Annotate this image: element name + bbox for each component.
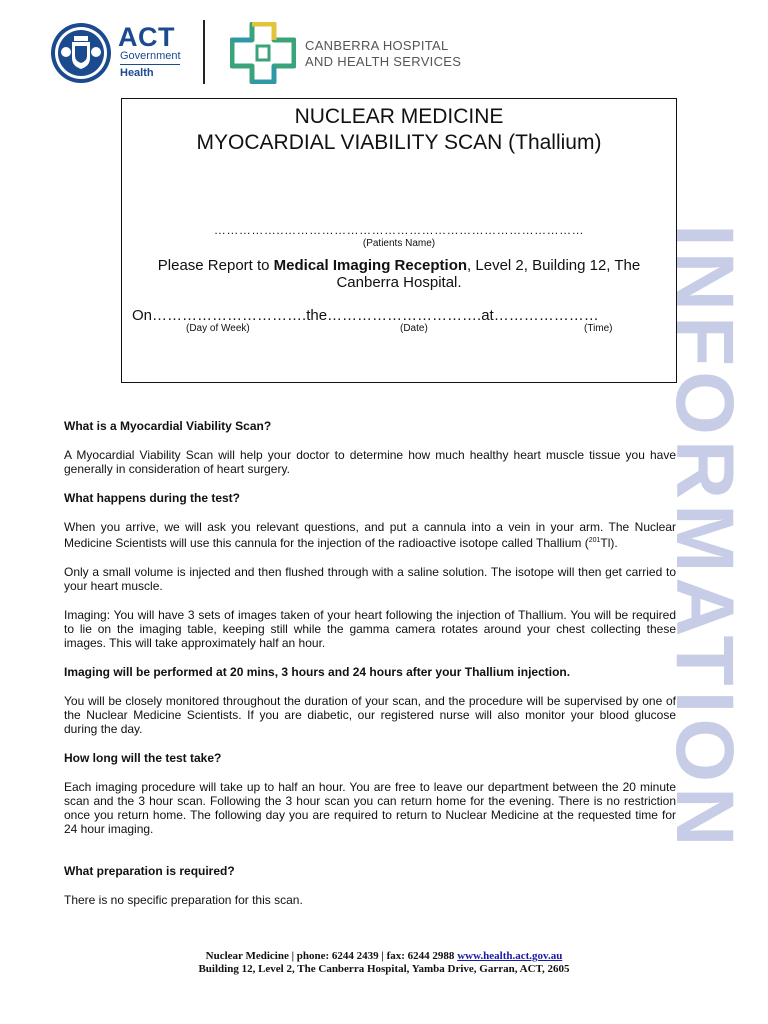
isotope-symbol: Tl).: [600, 536, 618, 550]
heading-what-happens: What happens during the test?: [64, 491, 240, 505]
footer: [0, 950, 768, 976]
appointment-box: [121, 98, 677, 383]
paragraph-scan-purpose: A Myocardial Viability Scan will help your doctor to determine how much healthy heart muscle tissue you have generally in consideration of heart surgery.: [64, 448, 676, 476]
report-prefix: Please Report to: [157, 257, 274, 274]
paragraph-preparation: There is no specific preparation for this scan.: [64, 893, 303, 907]
footer-contact-line: [0, 950, 768, 963]
footer-contact-text: Nuclear Medicine | phone: 6244 2439 | fax: 6244 2988: [205, 950, 458, 962]
time-field[interactable]: …………………: [493, 307, 599, 324]
act-health-logo: [50, 20, 180, 86]
paragraph-monitoring: You will be closely monitored throughout the duration of your scan, and the procedure will be supervised by one of the Nuclear Medicine Scientists. If you are diabetic, our registered nurse will also monitor your blood glucose during the day.: [64, 694, 676, 736]
title-nuclear-medicine: NUCLEAR MEDICINE: [294, 105, 504, 128]
at-label: at: [481, 307, 494, 324]
paragraph-imaging: Imaging: You will have 3 sets of images taken of your heart following the injection of Thallium. You will be required to lie on the imaging table, keeping still while the gamma camera rotates around your chest collecting these images. This will take approximately half an hour.: [64, 608, 676, 650]
heading-what-is-scan: What is a Myocardial Viability Scan?: [64, 419, 272, 433]
title-scan-name: MYOCARDIAL VIABILITY SCAN (Thallium): [196, 131, 602, 154]
report-suffix: , Level 2, Building 12, The: [467, 257, 641, 274]
information-watermark: INFORMATION: [659, 224, 750, 852]
date-field[interactable]: ………………………….: [327, 307, 482, 324]
imaging-schedule-note: Imaging will be performed at 20 mins, 3 hours and 24 hours after your Thallium injection.: [64, 665, 571, 679]
report-location: Medical Imaging Reception: [273, 257, 468, 274]
time-label: (Time): [584, 323, 613, 334]
date-label: (Date): [400, 323, 428, 334]
chhs-name-line1: CANBERRA HOSPITAL: [305, 38, 449, 53]
information-content: [64, 419, 676, 922]
appointment-datetime-line: [132, 307, 599, 324]
the-label: the: [306, 307, 328, 324]
day-of-week-label: (Day of Week): [186, 323, 250, 334]
isotope-mass-number: 201: [588, 537, 601, 544]
act-government-label: Government: [120, 50, 181, 62]
footer-website-link[interactable]: www.health.act.gov.au: [457, 950, 563, 962]
paragraph-cannula: [64, 520, 676, 550]
act-health-label: Health: [120, 67, 154, 79]
act-wordmark: ACT: [118, 22, 175, 52]
paragraph-duration: Each imaging procedure will take up to half an hour. You are free to leave our department between the 20 minute scan and the 3 hour scan. Following the 3 hour scan you can return home for the evening. There is no restriction once you return home. The following day you are required to return to Nuclear Medicine at the requested time for 24 hour imaging.: [64, 780, 676, 836]
report-instruction: [122, 257, 676, 274]
on-label: On: [132, 307, 153, 324]
act-logo-rule: [120, 64, 180, 65]
heading-preparation: What preparation is required?: [64, 864, 235, 878]
report-instruction-line2: Canberra Hospital.: [336, 274, 462, 291]
cannula-text: When you arrive, we will ask you relevant questions, and put a cannula into a vein in your arm. The Nuclear Medicine Scientists will use this cannula for the injection of the radioactive isotope called Thallium (: [64, 520, 676, 550]
chhs-cross-icon: [230, 22, 296, 84]
header-divider: [203, 20, 205, 84]
footer-address-line: Building 12, Level 2, The Canberra Hospital, Yamba Drive, Garran, ACT, 2605: [198, 963, 570, 975]
patient-name-label: (Patients Name): [362, 238, 436, 249]
heading-how-long: How long will the test take?: [64, 751, 222, 765]
patient-name-field[interactable]: ……………..………………………………………………………………: [213, 223, 585, 237]
act-crest-icon: [50, 22, 112, 84]
chhs-name-line2: AND HEALTH SERVICES: [305, 54, 462, 69]
paragraph-injection: Only a small volume is injected and then flushed through with a saline solution. The isotope will then get carried to your heart muscle.: [64, 565, 676, 593]
day-field[interactable]: ………………………….: [152, 307, 307, 324]
